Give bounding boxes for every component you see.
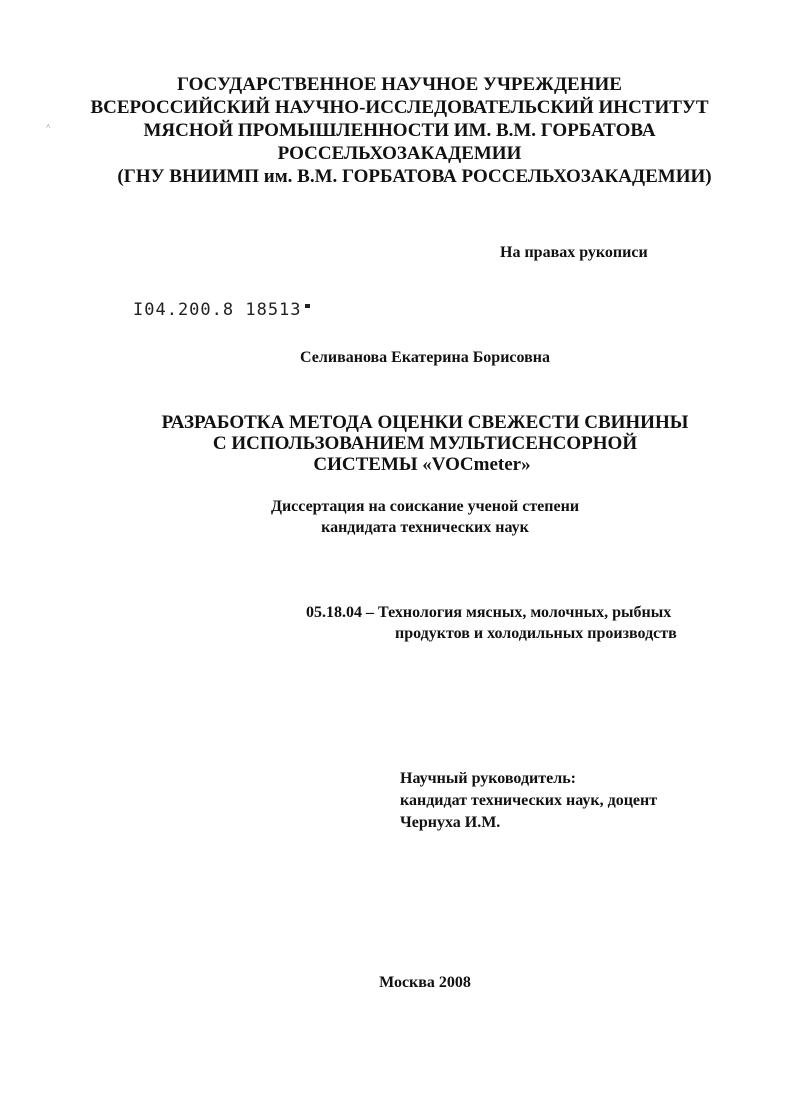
dissertation-title — [0, 412, 799, 475]
scientific-advisor — [400, 768, 657, 834]
advisor-degree: кандидат технических наук, доцент — [400, 792, 658, 809]
scan-speck: ˄ — [46, 122, 51, 131]
degree-line-2: кандидата технических наук — [321, 519, 529, 536]
institution-line-3: МЯСНОЙ ПРОМЫШЛЕННОСТИ ИМ. В.М. ГОРБАТОВА — [143, 120, 656, 141]
advisor-name: Чернуха И.М. — [400, 814, 501, 831]
institution-line-4: РОССЕЛЬХОЗАКАДЕМИИ — [277, 143, 522, 164]
institution-header — [0, 73, 799, 188]
title-line-2: С ИСПОЛЬЗОВАНИЕМ МУЛЬТИСЕНСОРНОЙ — [212, 433, 638, 454]
institution-line-2: ВСЕРОССИЙСКИЙ НАУЧНО-ИССЛЕДОВАТЕЛЬСКИЙ ИНСТИТУТ — [90, 97, 709, 118]
stamp-dot-mark — [305, 304, 310, 308]
archive-stamp — [133, 300, 310, 320]
specialty-line-1: 05.18.04 – Технология мясных, молочных, рыбных — [306, 604, 672, 621]
specialty-line-2: продуктов и холодильных производств — [395, 625, 677, 642]
degree-statement — [0, 496, 799, 538]
rights-note: На правах рукописи — [500, 244, 648, 261]
institution-line-1: ГОСУДАРСТВЕННОЕ НАУЧНОЕ УЧРЕЖДЕНИЕ — [177, 74, 622, 95]
title-line-1: РАЗРАБОТКА МЕТОДА ОЦЕНКИ СВЕЖЕСТИ СВИНИНЫ — [161, 412, 689, 433]
institution-line-5: (ГНУ ВНИИМП им. В.М. ГОРБАТОВА РОССЕЛЬХОЗАКАДЕМИИ) — [117, 166, 712, 187]
city-year: Москва 2008 — [379, 974, 471, 991]
archive-stamp-number: І04.200.8 18513 — [133, 300, 302, 320]
specialty — [306, 602, 677, 644]
author-name: Селиванова Екатерина Борисовна — [300, 349, 550, 366]
title-line-3: СИСТЕМЫ «VOCmeter» — [313, 454, 531, 475]
degree-line-1: Диссертация на соискание ученой степени — [270, 498, 580, 515]
advisor-label: Научный руководитель: — [400, 770, 576, 787]
